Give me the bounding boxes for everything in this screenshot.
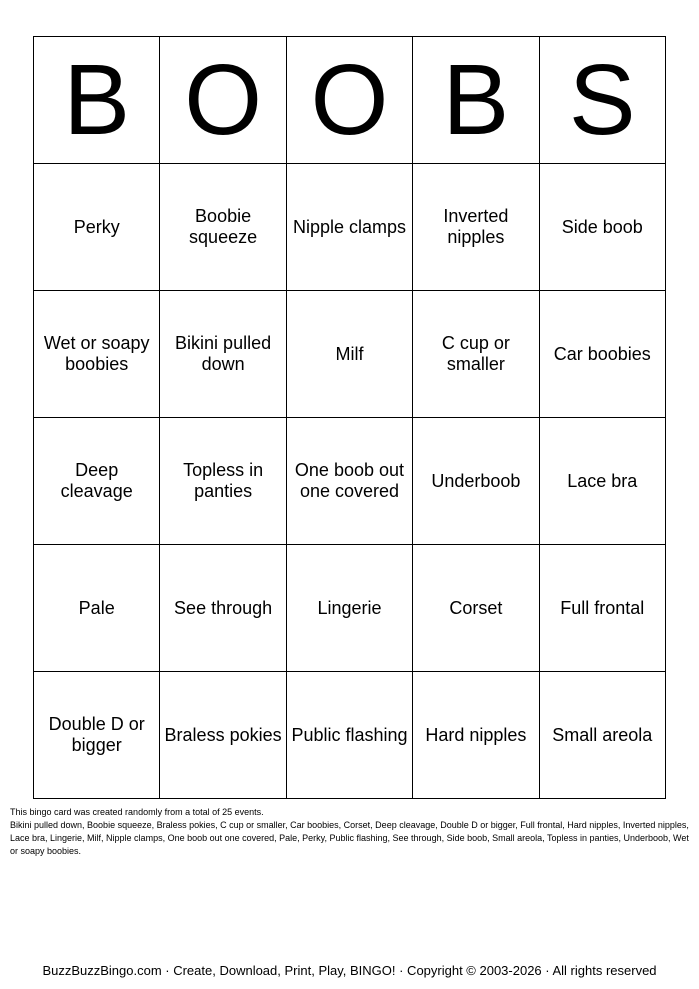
bingo-cell: Double D or bigger [34, 672, 160, 799]
bingo-cell: See through [160, 545, 286, 672]
footnote-event-list: Bikini pulled down, Boobie squeeze, Braless pokies, C cup or smaller, Car boobies, Corset, Deep cleavage, Double D or bigger, Full frontal, Hard nipples, Inverted nipples, Lace bra, Lingerie, Milf, Nipple clamps, One boob out one covered, Pale, Perky, Public flashing, See through, Side boob, Small areola, Topless in panties, Underboob, Wet or soapy boobies. [10, 820, 689, 856]
bingo-cell: Pale [34, 545, 160, 672]
bingo-row [34, 418, 666, 545]
bingo-row [34, 291, 666, 418]
bingo-cell: Small areola [539, 672, 665, 799]
bingo-cell: Full frontal [539, 545, 665, 672]
bingo-cell: Lingerie [286, 545, 412, 672]
bingo-cell: Lace bra [539, 418, 665, 545]
bingo-cell: C cup or smaller [413, 291, 539, 418]
bingo-cell: Topless in panties [160, 418, 286, 545]
bingo-card [33, 36, 666, 799]
bingo-row [34, 545, 666, 672]
bingo-cell: Bikini pulled down [160, 291, 286, 418]
page-footer: BuzzBuzzBingo.com · Create, Download, Print, Play, BINGO! · Copyright © 2003-2026 · All rights reserved [42, 963, 657, 978]
bingo-cell: Perky [34, 164, 160, 291]
bingo-cell: Braless pokies [160, 672, 286, 799]
header-letter: O [286, 37, 412, 164]
bingo-cell: Deep cleavage [34, 418, 160, 545]
header-letter: S [539, 37, 665, 164]
bingo-cell: Wet or soapy boobies [34, 291, 160, 418]
bingo-cell: Inverted nipples [413, 164, 539, 291]
bingo-cell: Public flashing [286, 672, 412, 799]
bingo-cell: Nipple clamps [286, 164, 412, 291]
bingo-cell: Corset [413, 545, 539, 672]
bingo-row [34, 672, 666, 799]
header-letter: B [413, 37, 539, 164]
bingo-cell: Side boob [539, 164, 665, 291]
header-letter: O [160, 37, 286, 164]
bingo-cell: Hard nipples [413, 672, 539, 799]
card-footnote [10, 806, 689, 858]
footnote-intro: This bingo card was created randomly from a total of 25 events. [10, 807, 264, 817]
bingo-cell: One boob out one covered [286, 418, 412, 545]
header-letter: B [34, 37, 160, 164]
bingo-cell: Boobie squeeze [160, 164, 286, 291]
bingo-cell: Underboob [413, 418, 539, 545]
bingo-header-row [34, 37, 666, 164]
bingo-cell: Milf [286, 291, 412, 418]
bingo-cell: Car boobies [539, 291, 665, 418]
bingo-row [34, 164, 666, 291]
